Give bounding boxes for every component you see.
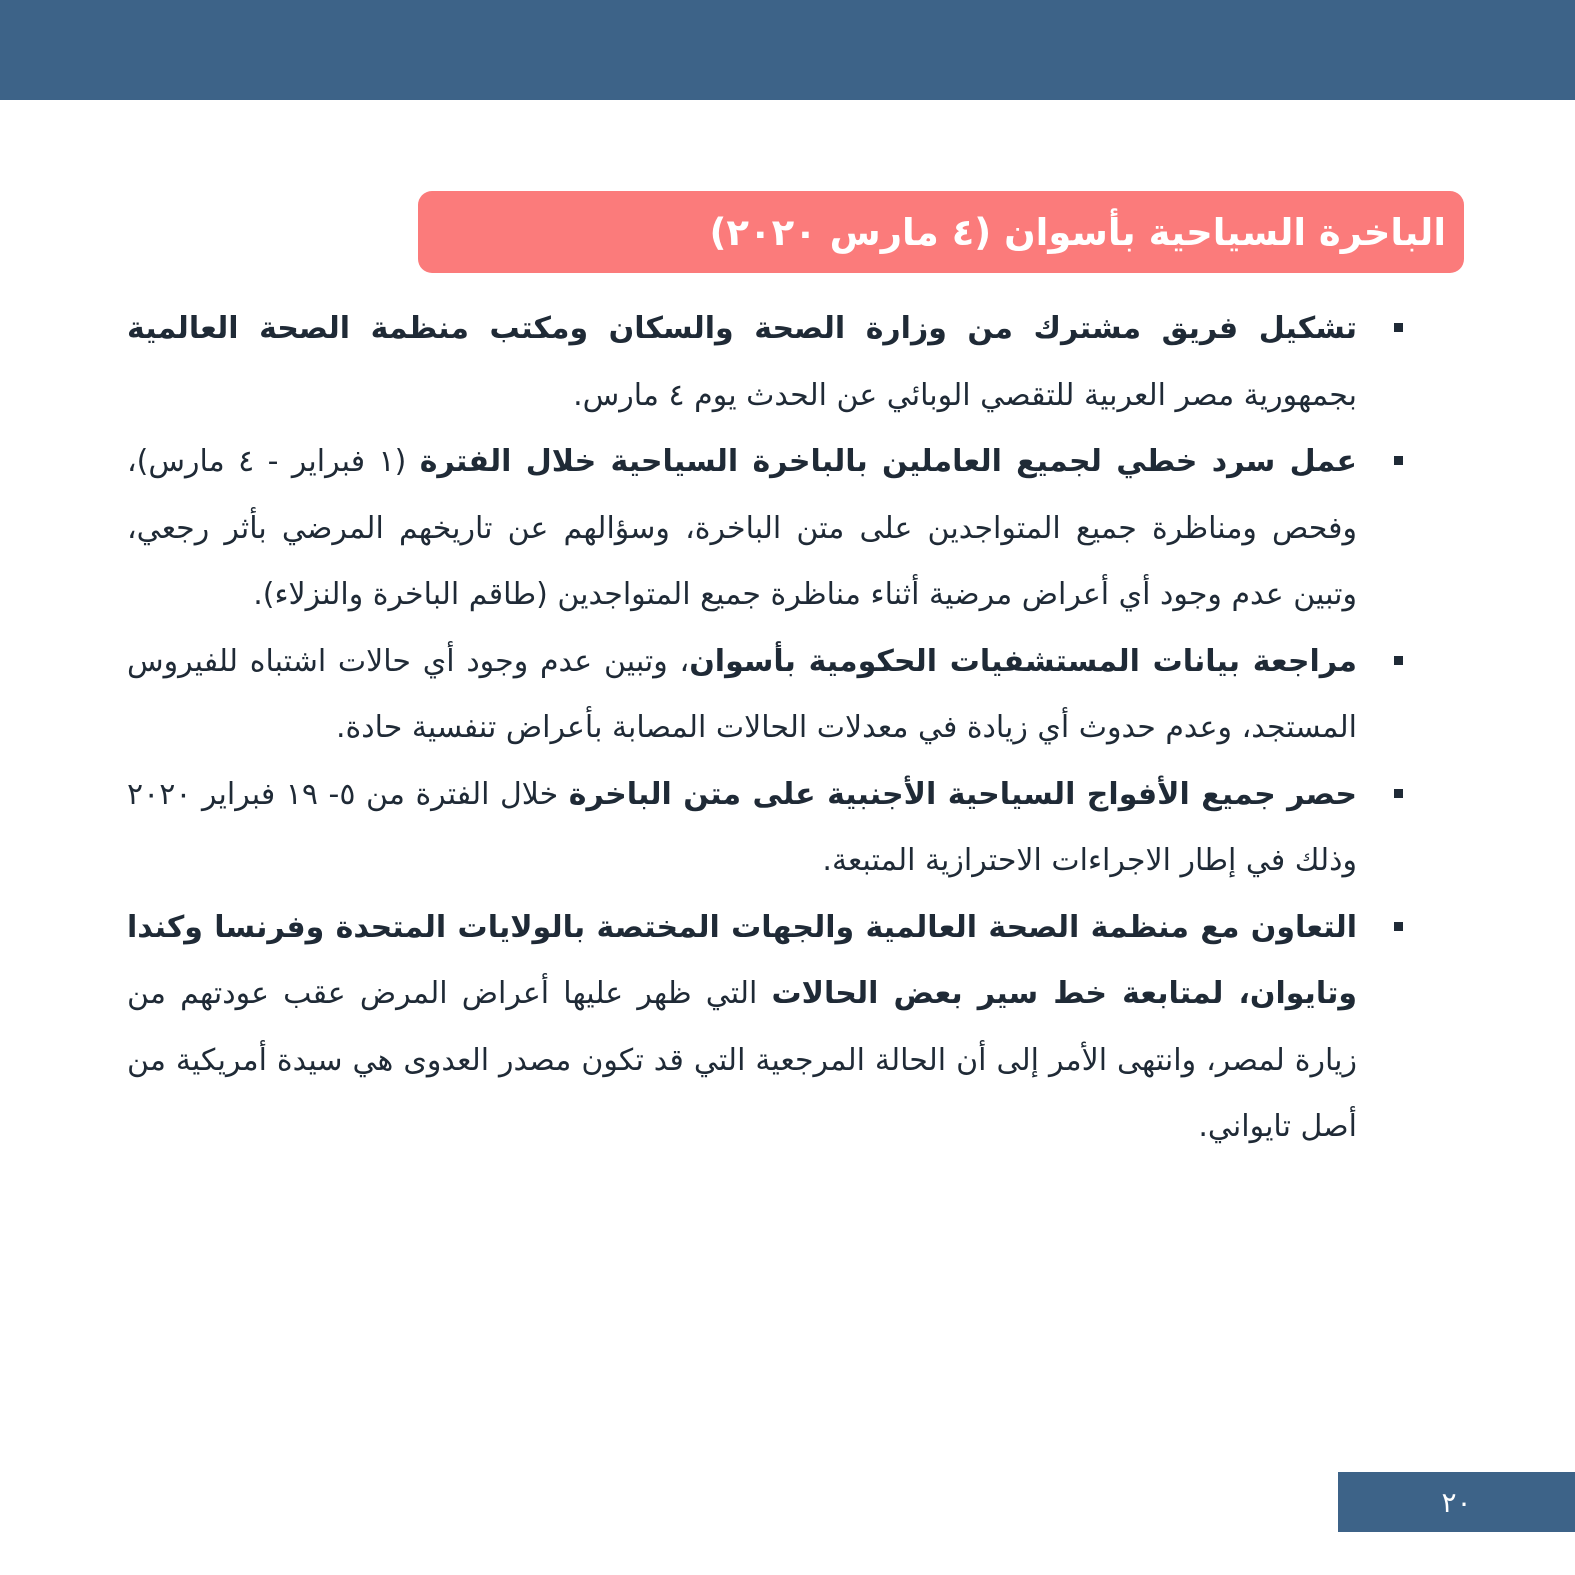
item-bold-text: عمل سرد خطي لجميع العاملين بالباخرة السياحية خلال الفترة (419, 444, 1357, 479)
square-bullet-icon (1394, 656, 1403, 665)
item-text: التي ظهر عليها أعراض المرض عقب عودتهم من زيارة لمصر، وانتهى الأمر إلى أن الحالة المرجعية التي قد تكون مصدر العدوى هي سيدة أمريكية من أصل تايواني. (127, 976, 1357, 1144)
item-text: بجمهورية مصر العربية للتقصي الوبائي عن الحدث يوم ٤ مارس. (573, 377, 1357, 413)
item-bold-text: التعاون مع منظمة الصحة العالمية والجهات المختصة بالولايات المتحدة وفرنسا وكندا وتايوان، لمتابعة خط سير بعض الحالات (127, 909, 1357, 1011)
square-bullet-icon (1394, 323, 1403, 332)
square-bullet-icon (1394, 922, 1403, 931)
bullet-list (127, 296, 1417, 1161)
list-item (127, 895, 1417, 1161)
list-item (127, 296, 1417, 429)
item-text: خلال الفترة من ٥- ١٩ فبراير ٢٠٢٠ وذلك في إطار الاجراءات الاحترازية المتبعة. (127, 776, 1357, 878)
item-bold-text: تشكيل فريق مشترك من وزارة الصحة والسكان ومكتب منظمة الصحة العالمية (127, 311, 1357, 346)
square-bullet-icon (1394, 456, 1403, 465)
section-heading: الباخرة السياحية بأسوان (٤ مارس ٢٠٢٠) (709, 210, 1446, 254)
top-header-band (0, 0, 1575, 100)
item-text: (١ فبراير - ٤ مارس)، وفحص ومناظرة جميع المتواجدين على متن الباخرة، وسؤالهم عن تاريخهم المرضي بأثر رجعي، وتبين عدم وجود أي أعراض مرضية أثناء مناظرة جميع المتواجدين (طاقم الباخرة والنزلاء). (127, 444, 1357, 612)
list-item (127, 762, 1417, 895)
page-number-box (1338, 1472, 1575, 1532)
item-bold-text: حصر جميع الأفواج السياحية الأجنبية على متن الباخرة (568, 776, 1357, 812)
item-bold-text: مراجعة بيانات المستشفيات الحكومية بأسوان (689, 643, 1358, 679)
list-item (127, 429, 1417, 629)
list-item (127, 629, 1417, 762)
section-heading-box (418, 191, 1464, 273)
page-number: ٢٠ (1441, 1485, 1472, 1519)
square-bullet-icon (1394, 789, 1403, 798)
item-text: ، وتبين عدم وجود أي حالات اشتباه للفيروس المستجد، وعدم حدوث أي زيادة في معدلات الحالات المصابة بأعراض تنفسية حادة. (127, 643, 1357, 745)
